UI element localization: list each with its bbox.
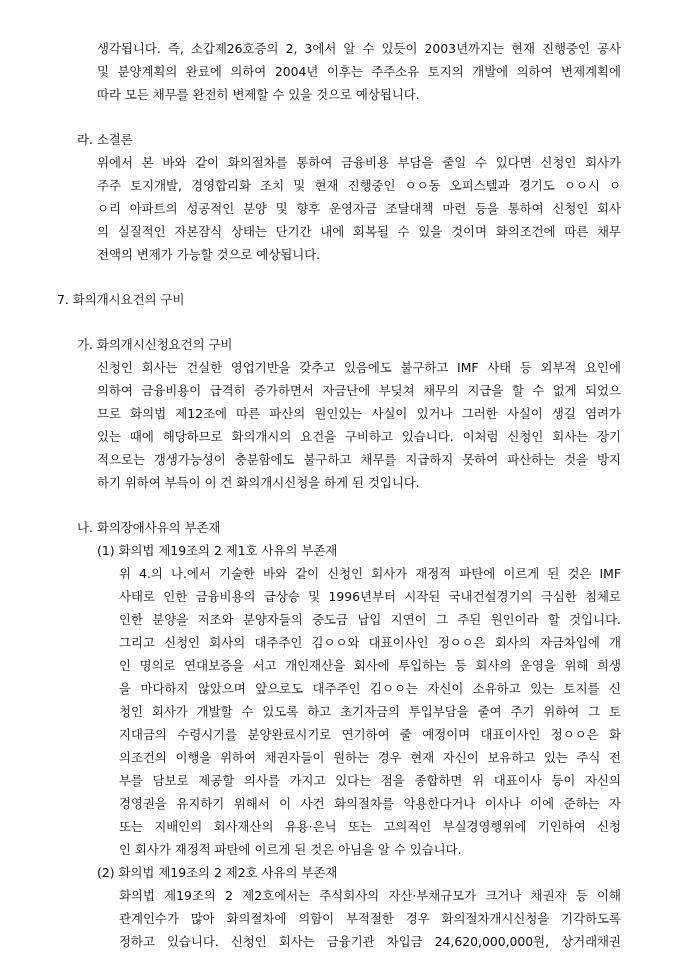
paragraph-line: ㅇ리 아파트의 성공적인 분양 및 향후 운영자금 조달대책 마련 등을 통하여 신청인 회사 <box>97 201 621 216</box>
paragraph-line: 및 분양계획의 완료에 의하여 2004년 이후는 주주소유 토지의 개발에 의하여 변제계획에 <box>97 64 621 79</box>
paragraph-line: 청인 회사가 개발할 수 있도록 하고 초기자금의 투입부담을 줄여 주기 위하여 그 토 <box>119 704 621 719</box>
paragraph-line: 따라 모든 채무를 완전히 변제할 수 있을 것으로 예상됩니다. <box>97 87 420 102</box>
paragraph-line: 위 4.의 나.에서 기술한 바와 같이 신청인 회사가 재정적 파탄에 이르게 된 것은 IMF <box>119 566 621 581</box>
paragraph-line: 전액의 변제가 가능할 것으로 예상됩니다. <box>97 247 321 262</box>
section-heading-ga: 가. 화의개시신청요건의 구비 <box>77 337 233 352</box>
paragraph-line: 생각됩니다. 즉, 소갑제26호증의 2, 3에서 알 수 있듯이 2003년까지는 현재 진행중인 공사 <box>97 41 621 56</box>
paragraph-line: 위에서 본 바와 같이 화의절차를 통하여 금융비용 부담을 줄일 수 있다면 신청인 회사가 <box>97 155 621 170</box>
section-heading-7: 7. 화의개시요건의 구비 <box>57 292 185 307</box>
paragraph-line: 의 실질적인 자본잠식 상태는 단기간 내에 회복될 수 있을 것이며 화의조건에 따른 채무 <box>97 224 621 239</box>
paragraph-line: 의조건의 이행을 위하여 채권자들이 원하는 경우 현재 자신이 보유하고 있는 주식 전 <box>119 750 621 765</box>
paragraph-line: 하기 위하여 부득이 이 건 화의개시신청을 하게 된 것입니다. <box>97 475 420 490</box>
paragraph-line: 을 마다하지 않았으며 앞으로도 대주주인 김ㅇㅇ는 자신이 소유하고 있는 토지를 신 <box>119 681 621 696</box>
subsection-heading-2: (2) 화의법 제19조의 2 제2호 사유의 부존재 <box>97 865 338 880</box>
paragraph-line: 주주 토지개발, 경영합리화 조치 및 현재 진행중인 ㅇㅇ동 오피스텔과 경기도 ㅇㅇ시 ㅇ <box>97 178 621 193</box>
paragraph-line: 인 명의로 연대보증을 서고 개인재산을 회사에 투입하는 등 회사의 운영을 위해 희생 <box>119 658 621 673</box>
paragraph-line: 부를 담보로 제공할 의사를 가지고 있다는 점을 종합하면 위 대표이사 등이 자신의 <box>119 773 621 788</box>
paragraph-line: 인 회사가 재정적 파탄에 이르게 된 것은 아님을 알 수 있습니다. <box>119 842 462 857</box>
paragraph-line: 의하여 금융비용이 급격히 증가하면서 자금난에 부딪쳐 채무의 지급을 할 수 없게 되었으 <box>97 383 621 398</box>
paragraph-line: 경영권을 유지하기 위해서 이 사건 화의절차를 악용한다거나 이사나 이에 준하는 자 <box>119 796 621 811</box>
paragraph-line: 정하고 있습니다. 신청인 회사는 금융기관 차입금 24,620,000,000원, 상거래채권 <box>119 934 621 949</box>
paragraph-line: 그리고 신청인 회사의 대주주인 김ㅇㅇ와 대표이사인 정ㅇㅇ은 회사의 자금차입에 개 <box>119 635 621 650</box>
paragraph-line: 인한 분양을 저조와 분양자들의 중도금 납입 지연이 그 주된 원인이라 할 것입니다. <box>119 612 621 627</box>
section-heading-ra: 라. 소결론 <box>77 132 133 147</box>
paragraph-line: 관계인수가 많아 화의절차에 의함이 부적절한 경우 화의절차개시신청을 기각하도록 <box>119 911 621 926</box>
paragraph-line: 있는 때에 해당하므로 화의개시의 요건을 구비하고 있습니다. 이처럼 신청인 회사는 장기 <box>97 429 621 444</box>
paragraph-line: 지대금의 수령시기를 분양완료시기로 연기하여 줄 예정이며 대표이사인 정ㅇㅇ은 화 <box>119 727 621 742</box>
paragraph-line: 또는 지배인의 회사재산의 유용·은닉 또는 고의적인 부실경영행위에 기인하여 신청 <box>119 819 621 834</box>
paragraph-line: 신청인 회사는 건실한 영업기반을 갖추고 있음에도 불구하고 IMF 사태 등 외부적 요인에 <box>97 360 621 375</box>
section-heading-na: 나. 화의장애사유의 부존재 <box>77 520 221 535</box>
paragraph-line: 화의법 제19조의 2 제2호에서는 주식회사의 자산·부채규모가 크거나 채권자 등 이해 <box>119 888 621 903</box>
paragraph-line: 적으로는 갱생가능성이 충분함에도 불구하고 채무를 지급하지 못하여 파산하는 것을 방지 <box>97 452 621 467</box>
subsection-heading-1: (1) 화의법 제19조의 2 제1호 사유의 부존재 <box>97 543 338 558</box>
paragraph-line: 므로 화의법 제12조에 따른 파산의 원인있는 사실이 있거나 그러한 사실이 생길 염려가 <box>97 406 621 421</box>
paragraph-line: 사태로 인한 금융비용의 급상승 및 1996년부터 시작된 국내건설경기의 극심한 침체로 <box>119 589 621 604</box>
